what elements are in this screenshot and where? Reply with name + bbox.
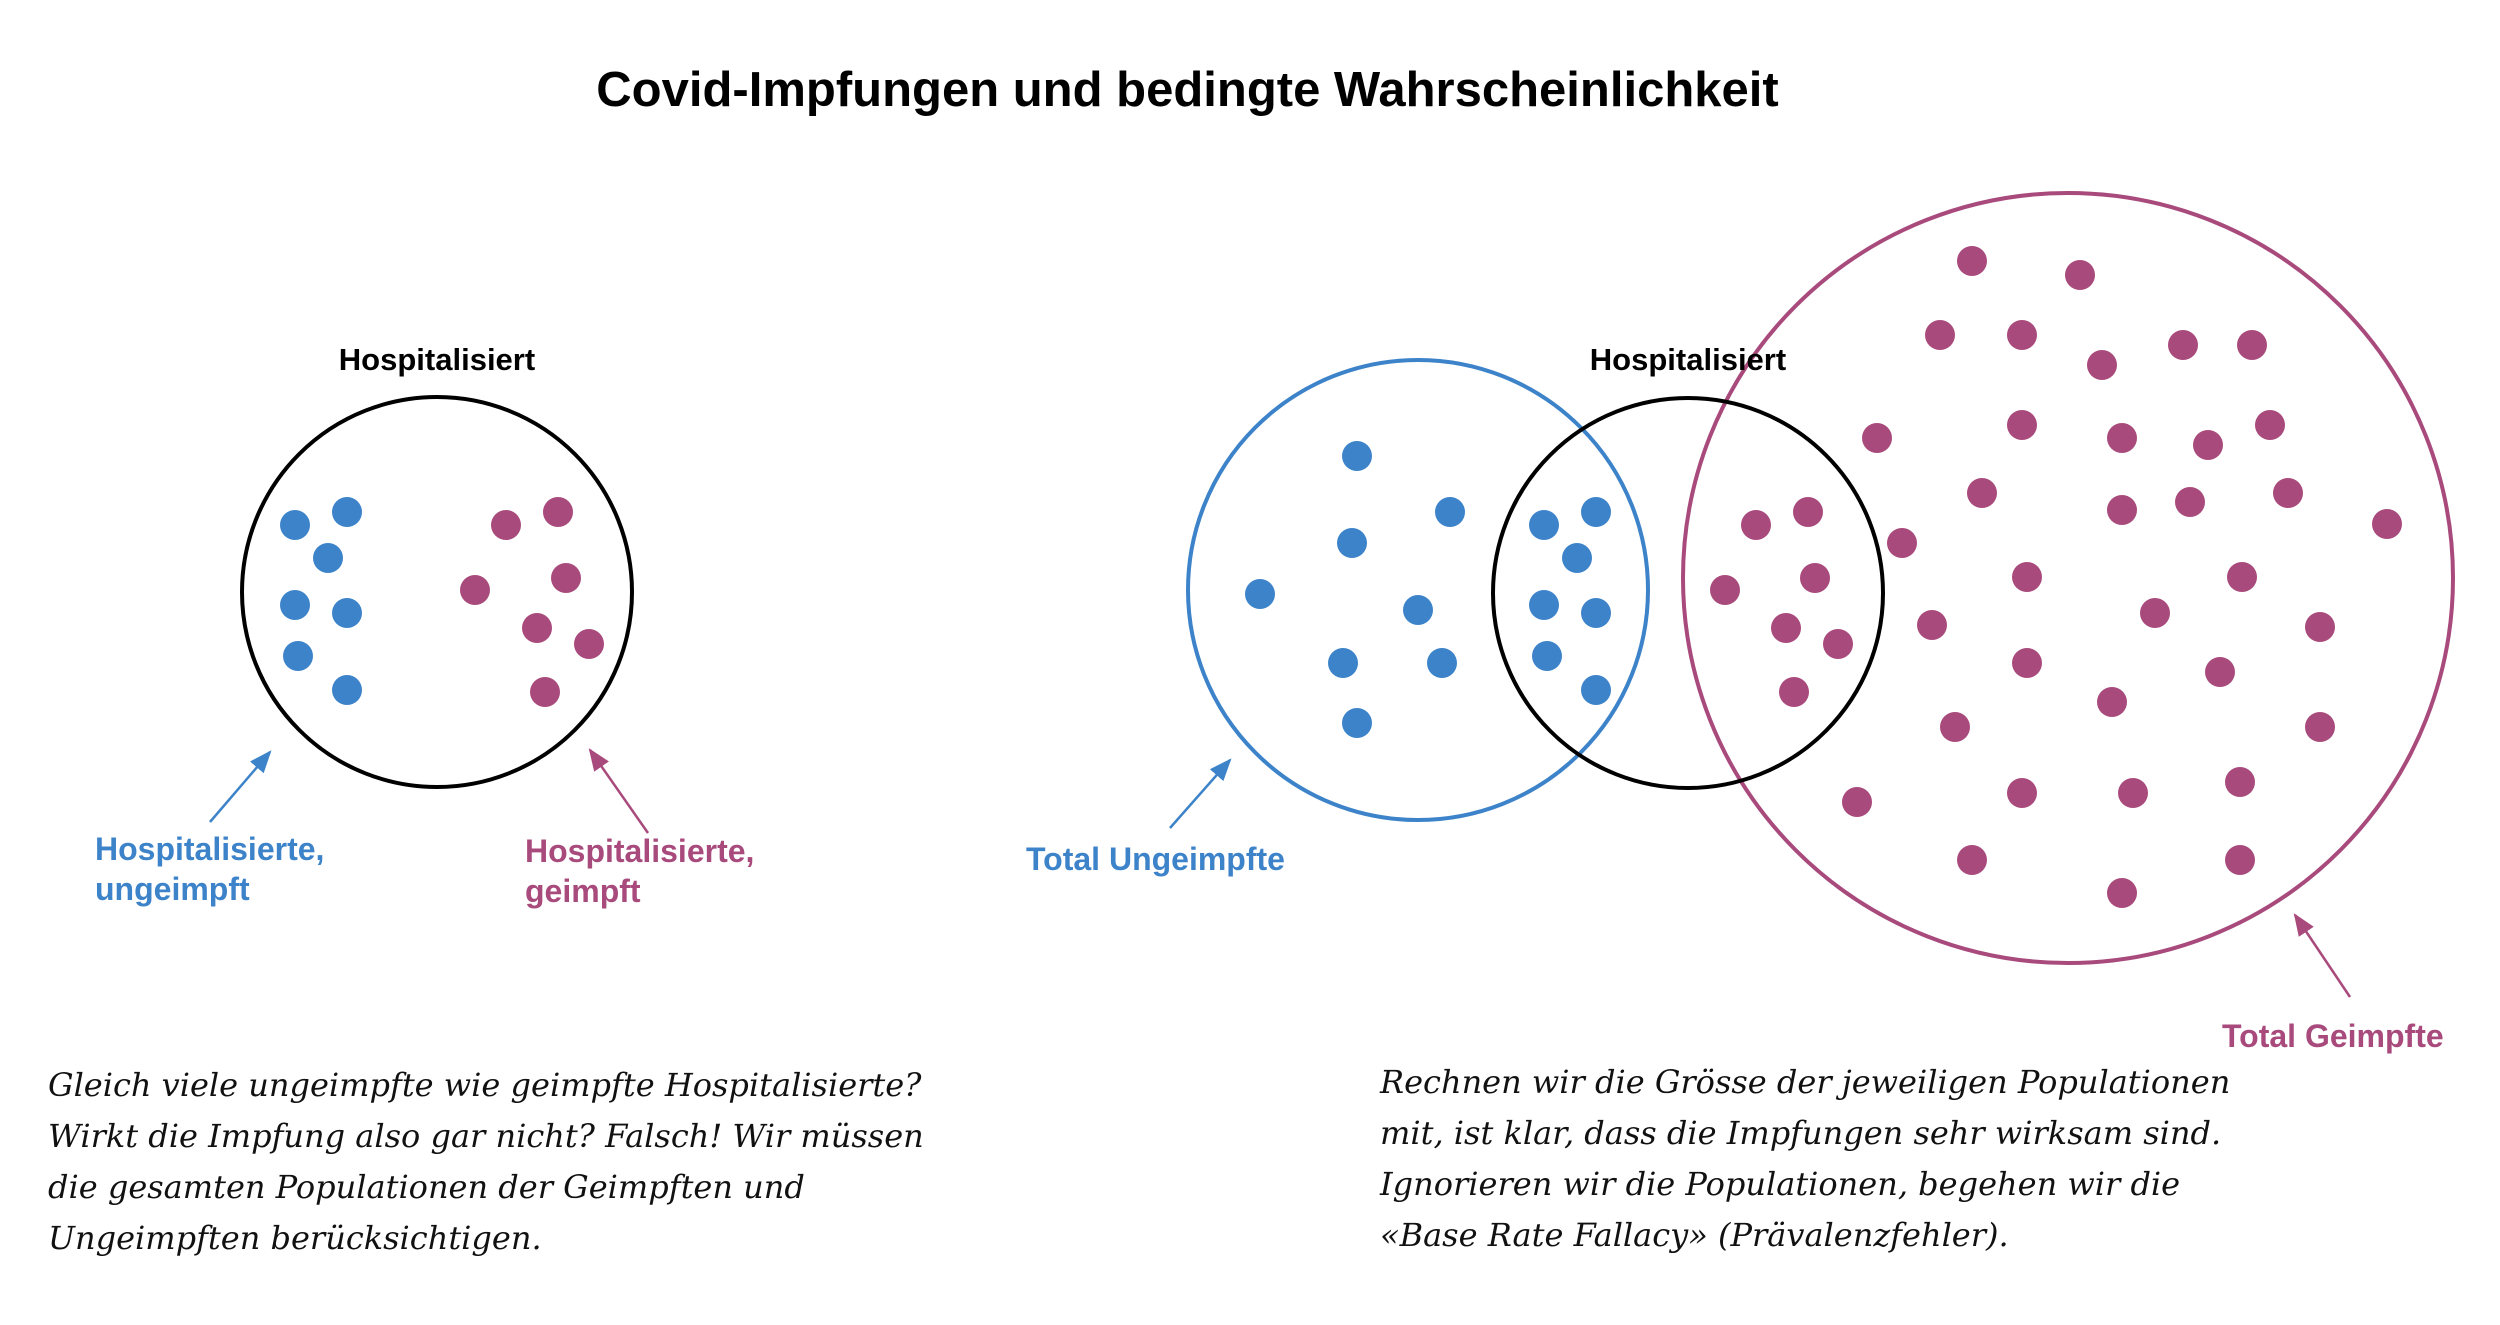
vaccinated-dot (2193, 430, 2223, 460)
left-diagram (95, 342, 763, 909)
total-unvaccinated-arrow (1170, 760, 1230, 828)
left-vaccinated-dots (460, 497, 604, 707)
vaccinated-dot (2107, 495, 2137, 525)
right-hospitalized-label: Hospitalisiert (1589, 342, 1787, 377)
vaccinated-dot (1710, 575, 1740, 605)
vaccinated-dot (2205, 657, 2235, 687)
hospitalized-vaccinated-dot (491, 510, 521, 540)
vaccinated-dot (2107, 878, 2137, 908)
hospitalized-unvaccinated-dot (280, 590, 310, 620)
vaccinated-dot (2255, 410, 2285, 440)
hospitalized-unvaccinated-dot (332, 675, 362, 705)
vaccinated-dot (1793, 497, 1823, 527)
unvaccinated-dot (1342, 708, 1372, 738)
unvaccinated-dot (1581, 675, 1611, 705)
vaccinated-dot (1917, 610, 1947, 640)
vaccinated-dot (2012, 648, 2042, 678)
hospitalized-vaccinated-dot (551, 563, 581, 593)
total-unvaccinated-label: Total Ungeimpfte (1026, 841, 1285, 877)
total-vaccinated-arrow (2295, 915, 2350, 997)
page-title: Covid-Impfungen und bedingte Wahrscheinlichkeit (596, 63, 1779, 117)
vaccinated-dot (1925, 320, 1955, 350)
vaccinated-dot (2140, 598, 2170, 628)
hospitalized-unvaccinated-dot (283, 641, 313, 671)
hospitalized-vaccinated-dot (522, 613, 552, 643)
vaccinated-dot (2305, 612, 2335, 642)
unvaccinated-dot (1435, 497, 1465, 527)
vaccinated-dot (1823, 629, 1853, 659)
right-text-line: Rechnen wir die Grösse der jeweiligen Populationen (1380, 1063, 2231, 1101)
right-unvaccinated-dots (1245, 441, 1611, 738)
left-text-line: Gleich viele ungeimpfte wie geimpfte Hospitalisierte? (48, 1066, 922, 1104)
vaccinated-dot (2065, 260, 2095, 290)
right-diagram (1026, 193, 2453, 1054)
left-vaccinated-label-line2: geimpft (525, 873, 641, 909)
vaccinated-dot (2087, 350, 2117, 380)
vaccinated-dot (1771, 613, 1801, 643)
left-text-line: Ungeimpften berücksichtigen. (48, 1219, 542, 1257)
vaccinated-dot (2237, 330, 2267, 360)
vaccinated-dot (2007, 320, 2037, 350)
vaccinated-dot (1967, 478, 1997, 508)
hospitalized-unvaccinated-dot (280, 510, 310, 540)
vaccinated-dot (2225, 767, 2255, 797)
vaccinated-dot (1800, 563, 1830, 593)
unvaccinated-dot (1403, 595, 1433, 625)
right-text-line: Ignorieren wir die Populationen, begehen wir die (1380, 1165, 2181, 1203)
left-vaccinated-label (525, 833, 763, 909)
hospitalized-vaccinated-dot (543, 497, 573, 527)
vaccinated-dot (1957, 845, 1987, 875)
vaccinated-dot (2007, 778, 2037, 808)
vaccinated-dot (2225, 845, 2255, 875)
vaccinated-dot (1779, 677, 1809, 707)
vaccinated-dot (1940, 712, 1970, 742)
vaccinated-dot (2118, 778, 2148, 808)
left-unvaccinated-dots (280, 497, 362, 705)
vaccinated-dot (2007, 410, 2037, 440)
left-unvaccinated-label-line1: Hospitalisierte, (95, 831, 325, 867)
left-vaccinated-label-line1: Hospitalisierte, (525, 833, 755, 869)
left-vaccinated-arrow (590, 750, 648, 833)
unvaccinated-dot (1245, 579, 1275, 609)
vaccinated-dot (2097, 687, 2127, 717)
left-unvaccinated-arrow (210, 752, 270, 822)
vaccinated-dot (1887, 528, 1917, 558)
unvaccinated-dot (1342, 441, 1372, 471)
vaccinated-dot (2372, 509, 2402, 539)
hospitalized-vaccinated-dot (460, 575, 490, 605)
unvaccinated-dot (1328, 648, 1358, 678)
unvaccinated-dot (1427, 648, 1457, 678)
left-hospitalized-label: Hospitalisiert (338, 342, 536, 377)
hospitalized-vaccinated-dot (574, 629, 604, 659)
unvaccinated-dot (1529, 590, 1559, 620)
vaccinated-dot (2305, 712, 2335, 742)
vaccinated-dot (1842, 787, 1872, 817)
total-vaccinated-circle (1683, 193, 2453, 963)
vaccinated-dot (1957, 246, 1987, 276)
unvaccinated-dot (1532, 641, 1562, 671)
hospitalized-unvaccinated-dot (332, 497, 362, 527)
left-unvaccinated-label-line2: ungeimpft (95, 871, 250, 907)
right-vaccinated-dots (1710, 246, 2402, 908)
vaccinated-dot (2227, 562, 2257, 592)
vaccinated-dot (1741, 510, 1771, 540)
vaccinated-dot (2168, 330, 2198, 360)
unvaccinated-dot (1581, 497, 1611, 527)
unvaccinated-dot (1529, 510, 1559, 540)
hospitalized-unvaccinated-dot (313, 543, 343, 573)
vaccinated-dot (1862, 423, 1892, 453)
unvaccinated-dot (1562, 543, 1592, 573)
vaccinated-dot (2107, 423, 2137, 453)
left-text-line: die gesamten Populationen der Geimpften und (48, 1168, 805, 1206)
vaccinated-dot (2273, 478, 2303, 508)
hospitalized-vaccinated-dot (530, 677, 560, 707)
total-vaccinated-label: Total Geimpfte (2222, 1018, 2444, 1054)
left-text-line: Wirkt die Impfung also gar nicht? Falsch! Wir müssen (48, 1117, 924, 1155)
right-text-line: mit, ist klar, dass die Impfungen sehr wirksam sind. (1380, 1114, 2222, 1152)
left-explanation-text (48, 1060, 924, 1264)
left-unvaccinated-label (95, 831, 333, 907)
vaccinated-dot (2175, 487, 2205, 517)
unvaccinated-dot (1581, 598, 1611, 628)
right-explanation-text (1380, 1057, 2230, 1261)
vaccinated-dot (2012, 562, 2042, 592)
hospitalized-unvaccinated-dot (332, 598, 362, 628)
right-text-line: «Base Rate Fallacy» (Prävalenzfehler). (1380, 1216, 2009, 1254)
unvaccinated-dot (1337, 528, 1367, 558)
